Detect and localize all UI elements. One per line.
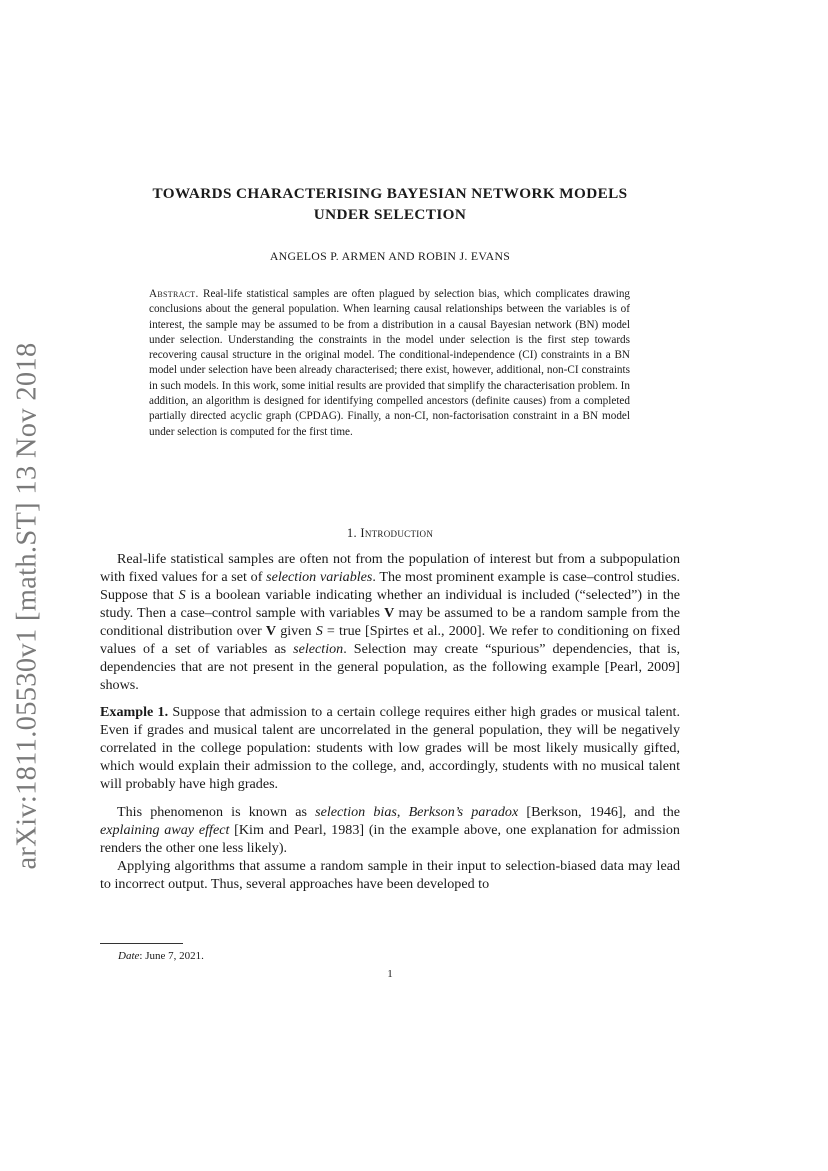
section-heading bbox=[100, 526, 680, 541]
paper-title-line-1: TOWARDS CHARACTERISING BAYESIAN NETWORK MODELS bbox=[152, 185, 628, 202]
footnote-divider bbox=[100, 943, 183, 944]
footnote-label: Date bbox=[118, 950, 140, 962]
page-number: 1 bbox=[387, 968, 393, 980]
example-text: Suppose that admission to a certain college requires either high grades or musical talent. Even if grades and musical talent are uncorrelated in the general population, they will be negatively correlated in the college population: students with low grades will be most likely musically gifted, which would explain their admission to the college, and, accordingly, students with no musical talent will probably have high grades. bbox=[100, 704, 680, 792]
body-text bbox=[100, 550, 680, 893]
abstract-text: Real-life statistical samples are often plagued by selection bias, which complicates drawing conclusions about the general population. When learning causal relationships between the variables is of interest, the sample may be assumed to be from a distribution in a causal Bayesian network (BN) model under selection. Understanding the constraints in the model under selection is the first step towards recovering causal structure in the original model. The conditional-independence (CI) constraints in a BN model under selection have been already characterised; there exist, however, additional, non-CI constraints in such models. In this work, some initial results are provided that simplify the characterisation problem. In addition, an algorithm is designed for identifying compelled ancestors (definite causes) from a completed partially directed acyclic graph (CPDAG). Finally, a non-CI, non-factorisation constraint in a BN model under selection is computed for the first time. bbox=[149, 288, 631, 438]
footnote-date bbox=[118, 950, 204, 962]
paragraph-introduction: Real-life statistical samples are often not from the population of interest but from a subpopulation with fixed values for a set of selection variables. The most prominent example is case–control studies. Suppose that S is a boolean variable indicating whether an individual is included (“selected”) in the study. Then a case–control sample with variables V may be assumed to be a random sample from the conditional distribution over V given S = true [Spirtes et al., 2000]. We refer to conditioning on fixed values of a set of variables as selection. Selection may create “spurious” dependencies, that is, dependencies that are not present in the general population, as the following example [Pearl, 2009] shows. bbox=[100, 551, 681, 693]
abstract-label: Abstract. bbox=[149, 288, 199, 300]
abstract bbox=[149, 287, 630, 440]
arxiv-identifier-text: arXiv:1811.05530v1 [math.ST] 13 Nov 2018 bbox=[12, 342, 43, 870]
footnote-text: : June 7, 2021. bbox=[139, 950, 204, 962]
paper-title bbox=[100, 183, 680, 225]
paper-authors: ANGELOS P. ARMEN AND ROBIN J. EVANS bbox=[269, 249, 511, 263]
example-label: Example 1. bbox=[100, 704, 169, 720]
arxiv-identifier-stamp bbox=[8, 336, 48, 876]
paragraph-selection-bias: This phenomenon is known as selection bias, Berkson’s paradox [Berkson, 1946], and the explaining away effect [Kim and Pearl, 1983] (in the example above, one explanation for admission renders the other one less likely). bbox=[100, 804, 681, 856]
paper-title-line-2: UNDER SELECTION bbox=[313, 206, 467, 223]
paragraph-approaches: Applying algorithms that assume a random sample in their input to selection-biased data may lead to incorrect output. Thus, several approaches have been developed to bbox=[100, 858, 680, 892]
section-title: Introduction bbox=[360, 526, 434, 540]
section-number: 1. bbox=[346, 526, 357, 540]
example-1 bbox=[100, 703, 680, 793]
